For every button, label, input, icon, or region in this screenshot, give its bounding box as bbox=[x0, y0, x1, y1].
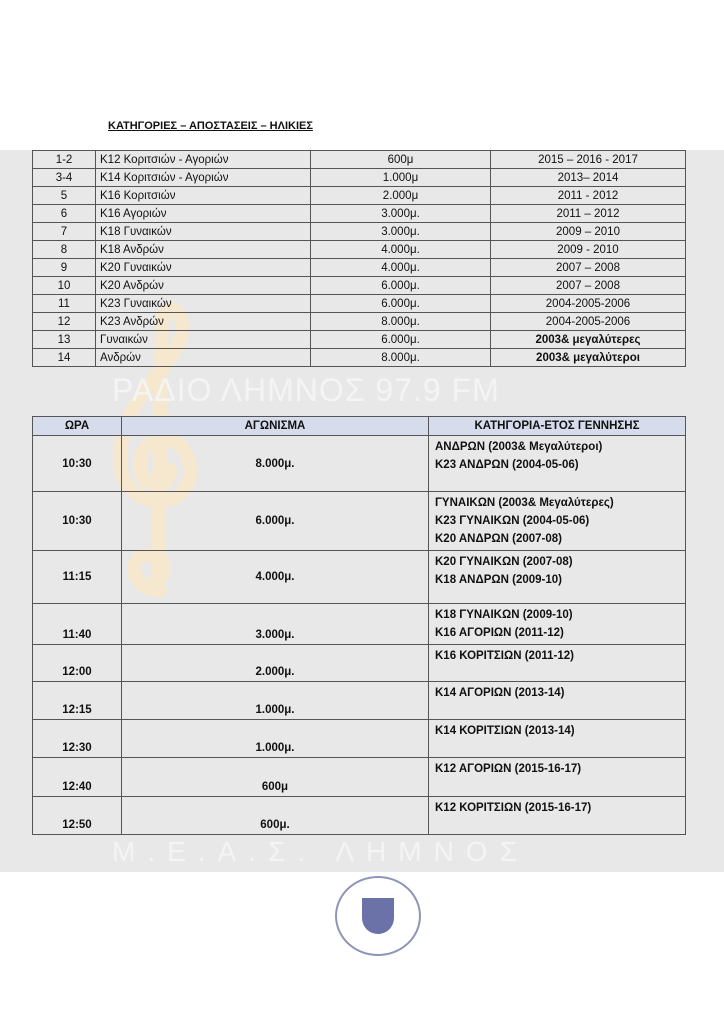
birth-years: 2013– 2014 bbox=[491, 169, 686, 187]
time: 12:00 bbox=[33, 645, 122, 682]
category-row bbox=[33, 151, 686, 169]
birth-years: 2011 – 2012 bbox=[491, 205, 686, 223]
category-name: Κ18 Ανδρών bbox=[96, 241, 311, 259]
event-distance: 1.000μ. bbox=[122, 682, 429, 720]
distance: 2.000μ bbox=[311, 187, 491, 205]
category-line: Κ14 ΚΟΡΙΤΣΙΩΝ (2013-14) bbox=[435, 725, 575, 737]
distance: 4.000μ. bbox=[311, 241, 491, 259]
page-title: ΚΑΤΗΓΟΡΙΕΣ – ΑΠΟΣΤΑΣΕΙΣ – ΗΛΙΚΙΕΣ bbox=[108, 120, 313, 132]
category-name: Κ12 Κοριτσιών - Αγοριών bbox=[96, 151, 311, 169]
row-number: 5 bbox=[33, 187, 96, 205]
category-line: Κ23 ΑΝΔΡΩΝ (2004-05-06) bbox=[435, 459, 579, 471]
distance: 1.000μ bbox=[311, 169, 491, 187]
category-row bbox=[33, 277, 686, 295]
schedule-row bbox=[33, 492, 686, 551]
category-name: Κ23 Ανδρών bbox=[96, 313, 311, 331]
event-distance: 6.000μ. bbox=[122, 492, 429, 551]
row-number: 6 bbox=[33, 205, 96, 223]
time: 12:40 bbox=[33, 758, 122, 797]
time: 10:30 bbox=[33, 436, 122, 492]
category-cell bbox=[429, 682, 686, 720]
distance: 6.000μ. bbox=[311, 295, 491, 313]
event-distance: 3.000μ. bbox=[122, 604, 429, 645]
time: 12:50 bbox=[33, 797, 122, 835]
schedule-row bbox=[33, 720, 686, 758]
category-name: Ανδρών bbox=[96, 349, 311, 367]
distance: 6.000μ. bbox=[311, 277, 491, 295]
distance: 6.000μ. bbox=[311, 331, 491, 349]
row-number: 8 bbox=[33, 241, 96, 259]
time: 12:30 bbox=[33, 720, 122, 758]
row-number: 10 bbox=[33, 277, 96, 295]
category-name: Κ20 Γυναικών bbox=[96, 259, 311, 277]
time: 11:40 bbox=[33, 604, 122, 645]
category-row bbox=[33, 187, 686, 205]
category-cell bbox=[429, 436, 686, 492]
category-line: Κ14 ΑΓΟΡΙΩΝ (2013-14) bbox=[435, 687, 565, 699]
category-name: Κ20 Ανδρών bbox=[96, 277, 311, 295]
category-name: Γυναικών bbox=[96, 331, 311, 349]
shield-icon bbox=[362, 898, 394, 934]
birth-years: 2003& μεγαλύτερες bbox=[491, 331, 686, 349]
event-distance: 2.000μ. bbox=[122, 645, 429, 682]
row-number: 11 bbox=[33, 295, 96, 313]
category-row bbox=[33, 349, 686, 367]
category-name: Κ14 Κοριτσιών - Αγοριών bbox=[96, 169, 311, 187]
watermark-radio: ΡΑΔΙΟ ΛΗΜΝΟΣ 97.9 FM bbox=[112, 372, 500, 408]
event-distance: 600μ bbox=[122, 758, 429, 797]
header-category: ΚΑΤΗΓΟΡΙΑ-ΕΤΟΣ ΓΕΝΝΗΣΗΣ bbox=[429, 417, 686, 436]
birth-years: 2004-2005-2006 bbox=[491, 295, 686, 313]
distance: 600μ bbox=[311, 151, 491, 169]
row-number: 3-4 bbox=[33, 169, 96, 187]
time: 11:15 bbox=[33, 551, 122, 604]
category-row bbox=[33, 259, 686, 277]
category-name: Κ23 Γυναικών bbox=[96, 295, 311, 313]
schedule-row bbox=[33, 436, 686, 492]
birth-years: 2009 – 2010 bbox=[491, 223, 686, 241]
event-distance: 600μ. bbox=[122, 797, 429, 835]
category-name: Κ16 Αγοριών bbox=[96, 205, 311, 223]
category-row bbox=[33, 295, 686, 313]
category-cell bbox=[429, 797, 686, 835]
category-row bbox=[33, 205, 686, 223]
category-line: Κ16 ΚΟΡΙΤΣΙΩΝ (2011-12) bbox=[435, 650, 574, 662]
category-cell bbox=[429, 604, 686, 645]
row-number: 12 bbox=[33, 313, 96, 331]
time: 10:30 bbox=[33, 492, 122, 551]
birth-years: 2015 – 2016 - 2017 bbox=[491, 151, 686, 169]
birth-years: 2007 – 2008 bbox=[491, 277, 686, 295]
category-line: Κ20 ΑΝΔΡΩΝ (2007-08) bbox=[435, 533, 562, 545]
distance: 3.000μ. bbox=[311, 205, 491, 223]
category-row bbox=[33, 313, 686, 331]
category-line: Κ16 ΑΓΟΡΙΩΝ (2011-12) bbox=[435, 627, 564, 639]
birth-years: 2011 - 2012 bbox=[491, 187, 686, 205]
distance: 3.000μ. bbox=[311, 223, 491, 241]
row-number: 1-2 bbox=[33, 151, 96, 169]
categories-table bbox=[32, 150, 686, 367]
category-cell bbox=[429, 720, 686, 758]
birth-years: 2007 – 2008 bbox=[491, 259, 686, 277]
event-distance: 4.000μ. bbox=[122, 551, 429, 604]
distance: 4.000μ. bbox=[311, 259, 491, 277]
row-number: 14 bbox=[33, 349, 96, 367]
category-cell bbox=[429, 492, 686, 551]
category-cell bbox=[429, 758, 686, 797]
schedule-row bbox=[33, 758, 686, 797]
event-distance: 1.000μ. bbox=[122, 720, 429, 758]
category-line: Κ18 ΓΥΝΑΙΚΩΝ (2009-10) bbox=[435, 609, 573, 621]
schedule-row bbox=[33, 604, 686, 645]
category-cell bbox=[429, 645, 686, 682]
category-line: Κ20 ΓΥΝΑΙΚΩΝ (2007-08) bbox=[435, 556, 573, 568]
row-number: 7 bbox=[33, 223, 96, 241]
category-line: Κ12 ΚΟΡΙΤΣΙΩΝ (2015-16-17) bbox=[435, 802, 592, 814]
category-line: Κ23 ΓΥΝΑΙΚΩΝ (2004-05-06) bbox=[435, 515, 590, 527]
schedule-row bbox=[33, 797, 686, 835]
category-line: ΑΝΔΡΩΝ (2003& Μεγαλύτεροι) bbox=[435, 441, 603, 453]
category-line: Κ18 ΑΝΔΡΩΝ (2009-10) bbox=[435, 574, 562, 586]
association-seal bbox=[335, 876, 421, 956]
category-row bbox=[33, 169, 686, 187]
distance: 8.000μ. bbox=[311, 349, 491, 367]
category-row bbox=[33, 223, 686, 241]
schedule-row bbox=[33, 645, 686, 682]
header-event: ΑΓΩΝΙΣΜΑ bbox=[122, 417, 429, 436]
schedule-row bbox=[33, 682, 686, 720]
schedule-table bbox=[32, 416, 686, 835]
row-number: 13 bbox=[33, 331, 96, 349]
time: 12:15 bbox=[33, 682, 122, 720]
category-cell bbox=[429, 551, 686, 604]
birth-years: 2009 - 2010 bbox=[491, 241, 686, 259]
category-name: Κ16 Κοριτσιών bbox=[96, 187, 311, 205]
schedule-row bbox=[33, 551, 686, 604]
distance: 8.000μ. bbox=[311, 313, 491, 331]
watermark-club: Μ.Ε.Α.Σ. ΛΗΜΝΟΣ bbox=[112, 836, 529, 867]
category-line: ΓΥΝΑΙΚΩΝ (2003& Μεγαλύτερες) bbox=[435, 497, 614, 509]
row-number: 9 bbox=[33, 259, 96, 277]
header-time: ΩΡΑ bbox=[33, 417, 122, 436]
birth-years: 2003& μεγαλύτεροι bbox=[491, 349, 686, 367]
event-distance: 8.000μ. bbox=[122, 436, 429, 492]
category-name: Κ18 Γυναικών bbox=[96, 223, 311, 241]
category-row bbox=[33, 331, 686, 349]
category-row bbox=[33, 241, 686, 259]
birth-years: 2004-2005-2006 bbox=[491, 313, 686, 331]
category-line: Κ12 ΑΓΟΡΙΩΝ (2015-16-17) bbox=[435, 763, 582, 775]
